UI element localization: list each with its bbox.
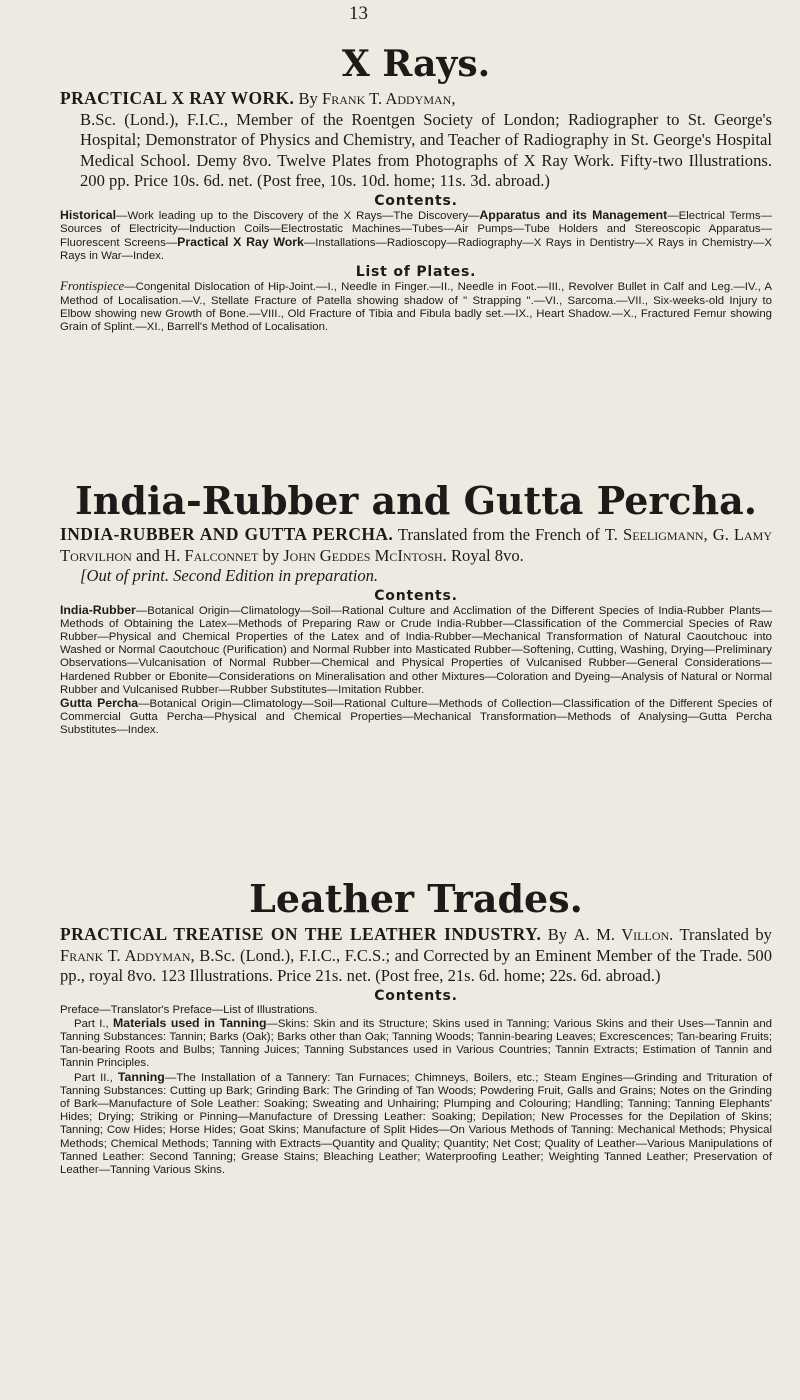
preface-text: Preface—Translator's Preface—List of Illustrations. <box>60 1003 318 1016</box>
contents-body: —Botanical Origin—Climatology—Soil—Rational Culture—Methods of Collection—Classification of the Different Species of Commercial Gutta Percha—Physical and Chemical Properties—Mechanical Transformation—Methods of Analysing—Gutta Percha Substitutes—Index. <box>60 697 772 737</box>
contents-heading: Contents. <box>374 987 458 1004</box>
author: T. Seeligmann, <box>604 525 708 544</box>
book-title: PRACTICAL TREATISE ON THE LEATHER INDUSTRY. <box>60 924 542 944</box>
book-details: B.Sc. (Lond.), F.I.C., F.C.S.; and Corrected by an Eminent Member of the Trade. 500 pp., royal 8vo. 123 Illustrations. Price 21s. net. (Post free, 21s. 6d. home; 22s. 6d. abroad.) <box>60 945 772 985</box>
book-details: B.Sc. (Lond.), F.I.C., Member of the Roentgen Society of London; Radiographer to St. George's Hospital; Demonstrator of Physics and Chemistry, and Teacher of Radiography in St. George's Hospital Medical School. Demy 8vo. Twelve Plates from Photographs of X Ray Work. Fifty-two Illustrations. 200 pp. Price 10s. 6d. net. (Post free, 10s. 10d. home; 11s. 3d. abroad.) <box>80 109 772 190</box>
plates-body: —Congenital Dislocation of Hip-Joint.—I., Needle in Finger.—II., Needle in Foot.—III., Revolver Bullet in Calf and Leg.—IV., A Method of Localisation.—V., Stellate Fracture of Patella showing shadow of " Strapping ".—VI., Sarcoma.—VII., Six-weeks-old Injury to Elbow showing new Growth of Bone.—VIII., Old Fracture of Tibia and Fibula badly set.—IX., Heart Shadow.—X., Fractured Femur showing Grain of Splint.—XI., Barrell's Method of Localisation. <box>60 281 772 333</box>
contents-text <box>60 1017 772 1071</box>
contents-heading: Contents. <box>374 587 458 604</box>
book-title: PRACTICAL X RAY WORK. <box>60 88 295 108</box>
contents-label: Tanning <box>117 1069 165 1084</box>
part-prefix: Part I., <box>74 1017 109 1030</box>
translator: Frank T. Addyman, <box>60 945 195 965</box>
contents-text <box>60 604 772 738</box>
format: Royal 8vo. <box>450 545 524 565</box>
contents-label: Practical X Ray Work <box>177 234 304 249</box>
contents-body: —Work leading up to the Discovery of the X Rays—The Discovery— <box>116 209 480 222</box>
contents-label: Historical <box>60 207 117 222</box>
contents-heading: Contents. <box>374 192 458 209</box>
translated-text: Translated from the French of <box>397 525 600 544</box>
page-number: 13 <box>349 3 368 24</box>
section-title: Leather Trades. <box>249 876 583 921</box>
section-title: India-Rubber and Gutta Percha. <box>74 478 758 523</box>
author: H. Falconnet <box>164 545 259 565</box>
contents-text <box>60 209 772 264</box>
contents-body: —Installations—Radioscopy—Radiography—X Rays in Dentistry—X Rays in Chemistry—X Rays in War—Index. <box>60 236 772 263</box>
by-text: By <box>298 89 318 108</box>
author: Frank T. Addyman, <box>322 89 456 108</box>
contents-body: —Electrical Terms—Sources of Electricity—Induction Coils—Electrostatic Machines—Tubes—Air Pumps—Tube Holders and Stereoscopic Apparatus—Fluorescent Screens— <box>60 209 772 249</box>
rubber-section <box>60 478 773 738</box>
by-text: By <box>547 925 568 944</box>
xrays-section <box>60 43 772 334</box>
leather-section <box>60 876 772 1177</box>
plates-text <box>60 280 772 334</box>
contents-body: —Skins: Skin and its Structure; Skins used in Tanning; Various Skins and their Uses—Tannin and Tanning Substances: Tannin; Barks (Oak); Barks other than Oak; Tanning Woods; Tannin-bearing Leaves; Excrescences; Tan-bearing Fruits; Tan-bearing Roots and Bulbs; Tanning Juices; Tanning Substances used in Various Countries; Tannin Extracts; Estimation of Tannin and Tannin Principles. <box>60 1017 772 1070</box>
plates-label: Frontispiece <box>60 279 125 294</box>
contents-text <box>60 1071 772 1178</box>
by-text: by <box>262 545 280 565</box>
edition-note: [Out of print. Second Edition in preparation. <box>80 566 379 585</box>
plates-heading: List of Plates. <box>355 264 477 281</box>
book-entry <box>60 924 772 987</box>
book-title: INDIA-RUBBER AND GUTTA PERCHA. <box>60 524 394 544</box>
contents-body: —Botanical Origin—Climatology—Soil—Rational Culture and Acclimation of the Different Species of India-Rubber Plants—Methods of Obtaining the Latex—Methods of Preparing Raw or Crude India-Rubber—Classification of the Commercial Species of Raw Rubber—Physical and Chemical Properties of the Latex and of India-Rubber—Mechanical Transformation of Natural Caoutchouc into Washed or Normal Caoutchouc (Purification) and Normal Rubber into Masticated Rubber—Softening, Cutting, Washing, Drying—Preliminary Observations—Vulcanisation of Normal Rubber—Chemical and Physical Properties of Vulcanised Rubber—General Considerations—Hardened Rubber or Ebonite—Considerations on Mineralisation and other Mixtures—Coloration and Dyeing—Analysis of Natural or Normal Rubber and Vulcanised Rubber—Rubber Substitutes—Imitation Rubber. <box>60 604 772 696</box>
book-entry <box>60 88 772 192</box>
contents-body: —The Installation of a Tannery: Tan Furnaces; Chimneys, Boilers, etc.; Steam Engines—Grinding and Trituration of Tanning Substances: Cutting up Bark; Grinding Bark: The Grinding of Tan Woods; Powdering Fruit, Galls and Grains; Notes on the Grinding of Bark—Manufacture of Sole Leather: Soaking; Sweating and Unhairing; Plumping and Colouring; Handling; Tanning; Tanning Elephants' Hides; Drying; Striking or Pinning—Manufacture of Dressing Leather: Soaking; Depilation; New Processes for the Depilation of Skins; Tanning; Cow Hides; Horse Hides; Goat Skins; Manufacture of Split Hides—On Various Methods of Tanning: Mechanical Methods; Physical Methods; Chemical Methods; Tanning with Extracts—Quantity and Quality; Quantity; Net Cost; Quality of Leather—Various Manipulations of Tanned Leather: Second Tanning; Grease Stains; Bleaching Leather; Waterproofing Leather; Weighting Tanned Leather; Preservation of Leather—Tanning Various Skins. <box>60 1071 772 1176</box>
translated-text: Translated by <box>679 925 772 944</box>
and-text: and <box>136 545 160 565</box>
contents-label: Gutta Percha <box>60 695 139 710</box>
section-title: X Rays. <box>341 43 491 85</box>
contents-label: Materials used in Tanning <box>113 1015 267 1030</box>
translator: John Geddes McIntosh. <box>283 545 447 565</box>
book-entry <box>60 524 772 587</box>
contents-label: Apparatus and its Management <box>479 207 668 222</box>
author: G. Lamy Torvilhon <box>60 525 773 565</box>
author: A. M. Villon. <box>573 925 674 944</box>
contents-label: India-Rubber <box>60 602 136 617</box>
part-prefix: Part II., <box>74 1071 113 1084</box>
